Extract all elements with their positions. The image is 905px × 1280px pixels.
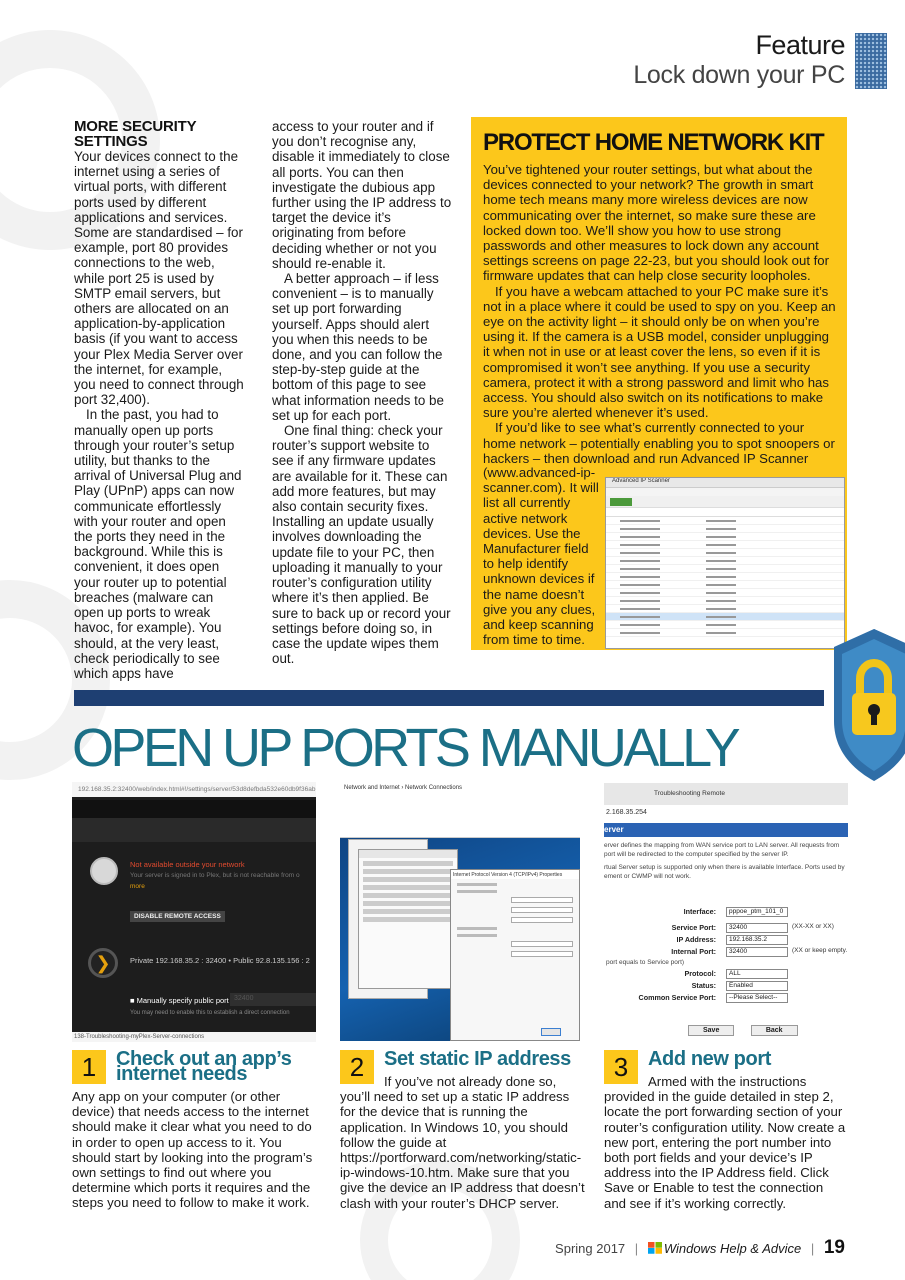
scanner-row (606, 589, 844, 597)
boxout-paragraph: You’ve tightened your router settings, but what about the devices connected to your network? The growth in smart home tech means many more wireless devices are now communicating over the internet, so make sure these are locked down too. We’ll show you how to use strong passwords and other measures to lock down any account settings screens on page 22-23, but you should look out for firmware updates that can help close security loopholes. (483, 162, 830, 284)
step-body: If you’ve not already done so, you’ll need to set up a static IP address for the device that is running the application. In Windows 10, you should follow the guide at https://portforward.com/networking/static-ip-windows-10.htm. Make sure that you give the device an IP address that doesn’t clash with your router’s DHCP server. (340, 1074, 585, 1211)
page-footer: Spring 2017 | Windows Help & Advice | 19 (555, 1237, 845, 1258)
remote-warning: Not available outside your network (130, 860, 245, 869)
step-number: 3 (604, 1050, 638, 1084)
section-title: OPEN UP PORTS MANUALLY (72, 718, 738, 778)
scanner-row (606, 605, 844, 613)
scanner-row (606, 581, 844, 589)
interface-select: pppoe_ptm_101_0 (726, 907, 788, 917)
form-row-interface: Interface: pppoe_ptm_101_0 (604, 907, 848, 919)
scanner-row (606, 597, 844, 605)
form-row-ip-address: IP Address: 192.168.35.2 (604, 935, 848, 947)
network-connections-window (340, 783, 580, 838)
page-number: 19 (823, 1237, 845, 1258)
boxout-title: PROTECT HOME NETWORK KIT (483, 129, 824, 156)
advanced-ip-scanner-screenshot (605, 477, 845, 649)
plex-topbar (72, 800, 316, 818)
scanner-row (606, 565, 844, 573)
virtual-server-heading: erver (604, 823, 848, 837)
back-button: Back (751, 1025, 798, 1036)
article-paragraph: In the past, you had to manually open up ports through your router’s setup utility, but thanks to the arrival of Universal Plug and Play (UPnP) apps can now communicate effortlessly with your router and open the ports they need in the background. While this is convenient, it does open your router up to potential breaches (malware can open up ports to wreak havoc, for example). You should, at the very least, check periodically to see which apps have (74, 407, 242, 681)
internal-port-input: 32400 (726, 947, 788, 957)
boxout-paragraph: If you have a webcam attached to your PC make sure it’s not in a place where it could be used to spy on you. Keep an eye on the activity light – it should only be on when you’re using it. If the camera is a USB model, consider unplugging it when not in use or at least cover the lens, so even if it is compromised it won’t see anything. If you use a security camera, protect it with a strong password and limit who has access. You should also switch on its notifications to make sure you’re alerted whenever it’s used. (483, 283, 836, 421)
windows-logo-icon (648, 1242, 662, 1254)
step-body: Any app on your computer (or other device) that needs access to the internet should make it clear what you need to do in order to open up access to it. You should start by looking into the program’s own settings to find out where you determine which ports it requires and the steps you need to follow to make it work. (72, 1089, 313, 1211)
scanner-toolbar (606, 496, 844, 508)
virtual-server-description: erver defines the mapping from WAN service port to LAN server. All requests from port will be redirected to the computer specified by the server IP. (604, 842, 840, 858)
step-number: 2 (340, 1050, 374, 1084)
padlock-shield-icon (834, 625, 905, 785)
step-title: Set static IP address (384, 1048, 571, 1070)
boxout-narrow-text: (www.advanced-ip-scanner.com). It will list all currently active network devices. Use the Manufacturer field to help identify unknown devices if the name doesn’t give you any clues, and keep scanning from time to time. (483, 465, 599, 648)
ethernet-properties-window (358, 849, 458, 989)
scanner-row (606, 541, 844, 549)
scanner-menubar (606, 488, 844, 496)
port-note: You may need to enable this to establish a direct connection (130, 1010, 290, 1016)
scanner-row-selected (606, 613, 844, 621)
windows-static-ip-screenshot (340, 783, 580, 1041)
private-public-address: Private 192.168.35.2 : 32400 • Public 92.8.135.156 : 2 (130, 956, 310, 965)
article-heading: MORE SECURITY SETTINGS (74, 118, 197, 150)
feature-subtitle: Lock down your PC (633, 61, 845, 89)
scanner-address-range (606, 508, 844, 517)
article-paragraph: access to your router and if you don’t recognise any, disable it immediately to close all ports. You can then investigate the dubious app further using the IP address to target the device it’s originating from before deciding whether or not you should re-enable it. (272, 119, 452, 271)
ip-address-input: 192.168.35.2 (726, 935, 788, 945)
article-paragraph: One final thing: check your router’s support website to see if any firmware updates are available for it. These can add more features, but may also contain security fixes. Installing an update usually involves downloading the update file to your PC, then uploading it manually to your router’s configuration utility where it’s then applied. Be sure to back up or record your settings before doing so, in case the update wipes them out. (272, 423, 451, 667)
virtual-server-description: rtual Server setup is supported only when there is available Interface. Ports used by ement or CWMP will not work. (604, 864, 845, 880)
boxout-paragraph: If you’d like to see what’s currently connected to your home network – potentially enabling you to spot snoopers or hackers – then download and run Advanced IP Scanner (483, 420, 835, 466)
scanner-row (606, 621, 844, 629)
article-column-2 (272, 119, 454, 666)
scan-button (610, 498, 632, 506)
scanner-row (606, 533, 844, 541)
browser-tab: Troubleshooting Remote (604, 783, 848, 805)
form-row-common-service: Common Service Port: --Please Select-- (604, 993, 848, 1005)
common-service-select: --Please Select-- (726, 993, 788, 1003)
plex-subbar (72, 818, 316, 842)
manual-port-checkbox: ■ Manually specify public port (130, 996, 229, 1005)
form-row-protocol: Protocol: ALL (604, 969, 848, 981)
plex-remote-access-screenshot (72, 782, 316, 1042)
status-select: Enabled (726, 981, 788, 991)
scanner-row (606, 573, 844, 581)
public-port-input: 32400 (230, 993, 316, 1006)
service-port-input: 32400 (726, 923, 788, 933)
step-title: Add new port (648, 1048, 771, 1070)
scanner-row (606, 517, 844, 525)
scanner-row (606, 557, 844, 565)
explorer-path: Network and Internet › Network Connections (344, 785, 463, 791)
issue-date: Spring 2017 (555, 1241, 626, 1256)
step-title: Check out an app’s internet needs (116, 1048, 292, 1085)
screenshot-caption: 138-Troubleshooting-myPlex-Server-connections (72, 1032, 316, 1042)
article-paragraph: Your devices connect to the internet using a series of virtual ports, with different ports used by different applications and services. Some are standardised – for example, port 80 provides connections to the web, while port 25 is used by SMTP email servers, but others are allocated on an application-by-application basis (if you want to access your Plex Media Server over the internet, for example, you need to connect through port 32,400). (74, 149, 244, 408)
remote-warning-detail: Your server is signed in to Plex, but is not reachable from o (130, 872, 300, 879)
scanner-row (606, 629, 844, 637)
scanner-row (606, 549, 844, 557)
ipv4-dialog-title: Internet Protocol Version 4 (TCP/IPv4) Properties (451, 870, 579, 879)
ok-button (541, 1028, 561, 1036)
article-paragraph: A better approach – if less convenient – is to manually set up port forwarding yourself. Apps should alert you when this needs to be done, and you can follow the step-by-step guide at the bottom of this page to see what information needs to be set up for each port. (272, 271, 444, 423)
ipv4-properties-dialog (450, 869, 580, 1041)
step-number: 1 (72, 1050, 106, 1084)
page-header (633, 30, 845, 90)
form-row-status: Status: Enabled (604, 981, 848, 993)
protect-network-boxout (471, 117, 847, 650)
header-pattern-block (855, 33, 887, 89)
port-forward-form (604, 907, 848, 1005)
globe-icon (90, 857, 118, 885)
plex-chevron-icon: ❯ (88, 948, 118, 978)
boxout-text (483, 162, 839, 466)
form-row-service-port: Service Port: 32400 (XX-XX or XX) (671, 923, 834, 932)
form-row-internal-port: Internal Port: 32400 (XX or keep empty. (671, 947, 848, 956)
magazine-name: Windows Help & Advice (663, 1241, 802, 1256)
internal-port-note: port equals to Service port) (606, 959, 685, 966)
router-virtual-server-screenshot (604, 783, 848, 1041)
browser-url: 2.168.35.254 (606, 809, 647, 816)
protocol-select: ALL (726, 969, 788, 979)
scanner-row (606, 525, 844, 533)
browser-url: 192.168.35.2:32400/web/index.html#!/settings/server/53d8defbda532e60db9f36ab (72, 782, 316, 797)
save-button: Save (688, 1025, 734, 1036)
scanner-titlebar: Advanced IP Scanner (606, 478, 844, 488)
section-divider-bar (74, 690, 824, 706)
more-link: more (130, 883, 145, 890)
article-column-1 (74, 119, 246, 681)
form-buttons (688, 1019, 810, 1037)
section-label: Feature (755, 30, 845, 60)
disable-remote-access-button: DISABLE REMOTE ACCESS (130, 911, 225, 922)
step-body: Armed with the instructions provided in the guide detailed in step 2, locate the port forwarding section of your router’s configuration utility. Now create a new port, entering the port number into both port fields and your device’s IP address into the IP Address field. Click Save or Enable to test the connection and see if it’s working correctly. (604, 1074, 846, 1211)
